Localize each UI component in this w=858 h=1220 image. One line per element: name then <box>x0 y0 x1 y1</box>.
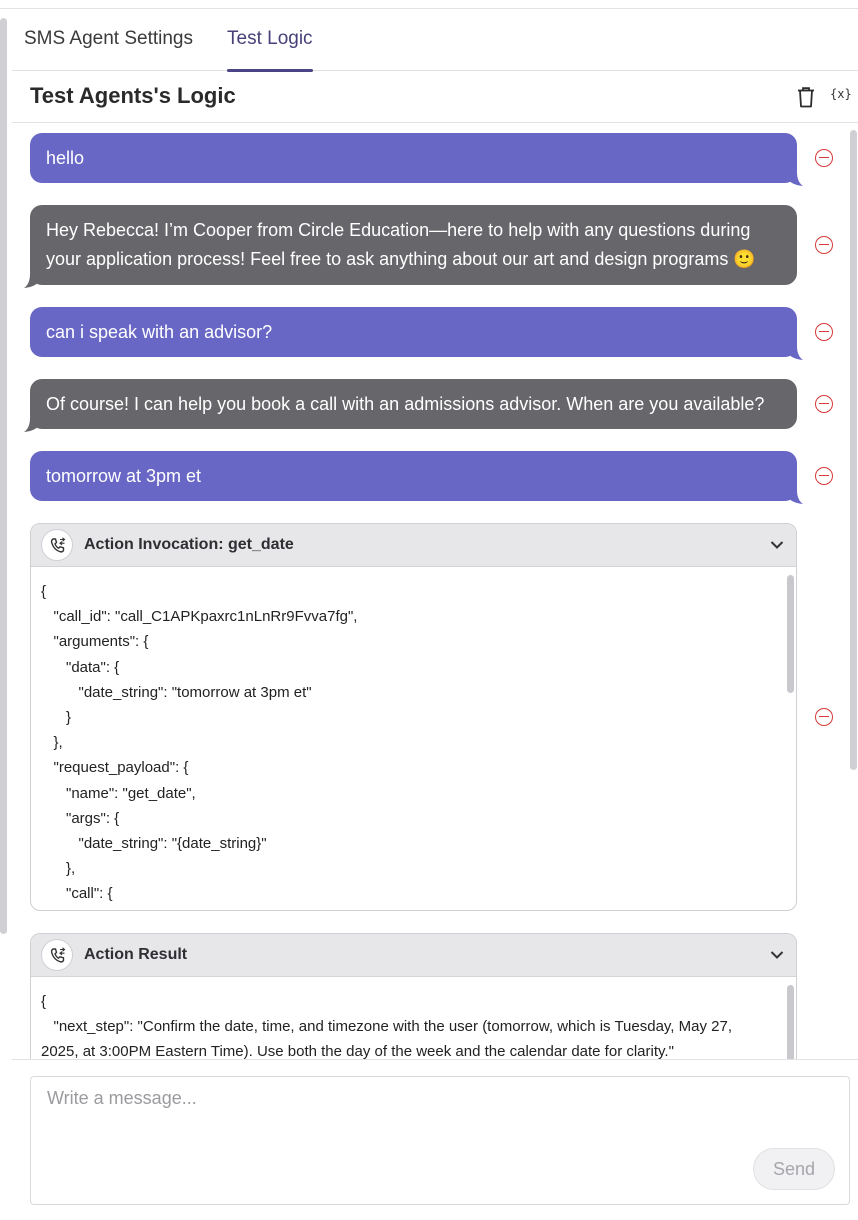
json-line: "request_payload": { <box>41 759 189 777</box>
message-composer <box>30 1076 850 1205</box>
json-line: { <box>41 583 47 600</box>
remove-message-icon[interactable] <box>815 467 833 485</box>
phone-action-icon <box>41 529 73 561</box>
trash-icon[interactable] <box>796 86 816 108</box>
remove-message-icon[interactable] <box>815 708 833 726</box>
json-line: { <box>41 993 47 1010</box>
action-result-card <box>30 933 797 1059</box>
chevron-down-icon[interactable] <box>770 538 784 552</box>
send-button[interactable]: Send <box>753 1148 835 1190</box>
json-line: "call": { <box>41 885 113 903</box>
message-text-line-2: your application process! Feel free to ask anything about our art and design programs 🙂 <box>46 249 756 269</box>
agent-message <box>30 379 797 429</box>
bubble-tail <box>24 274 40 288</box>
user-message <box>30 133 797 183</box>
json-line: "call_id": "call_C1APKpaxrc1nLnRr9Fvva7fg", <box>41 608 358 626</box>
chat-scrollbar[interactable] <box>850 130 857 770</box>
remove-message-icon[interactable] <box>815 395 833 413</box>
page-title: Test Agents's Logic <box>30 83 236 108</box>
json-line: "date_string": "tomorrow at 3pm et" <box>41 683 312 701</box>
bubble-tail <box>787 490 803 504</box>
bubble-tail <box>24 418 40 432</box>
panel-header <box>12 71 858 123</box>
json-line: "next_step": "Confirm the date, time, and timezone with the user (tomorrow, which is Tuesday, May 27, <box>41 1018 733 1036</box>
variables-icon[interactable]: {x} <box>830 87 852 101</box>
json-line: "date_string": "{date_string}" <box>41 834 267 852</box>
agent-message <box>30 205 797 285</box>
json-line: "args": { <box>41 809 120 827</box>
user-message <box>30 451 797 501</box>
bubble-tail <box>787 172 803 186</box>
tab-test-logic[interactable]: Test Logic <box>227 9 313 71</box>
tab-bar <box>12 9 858 71</box>
result-json <box>41 989 732 1059</box>
tab-sms-agent-settings[interactable]: SMS Agent Settings <box>24 28 193 49</box>
message-text: can i speak with an advisor? <box>46 322 273 342</box>
user-message <box>30 307 797 357</box>
json-line: }, <box>41 860 76 878</box>
json-line: "name": "get_date", <box>41 784 196 802</box>
composer-divider <box>12 1059 858 1060</box>
json-line: "data": { <box>41 658 120 676</box>
action-invocation-title: Action Invocation: get_date <box>84 536 294 553</box>
phone-action-icon <box>41 939 73 971</box>
invocation-json <box>41 579 357 906</box>
message-input[interactable] <box>45 1087 825 1110</box>
json-line: }, <box>41 734 63 752</box>
message-text: Of course! I can help you book a call with an admissions advisor. When are you available? <box>46 394 765 414</box>
json-line: } <box>41 708 72 726</box>
action-result-header[interactable] <box>31 934 796 977</box>
json-line: 2025, at 3:00PM Eastern Time). Use both the day of the week and the calendar date for clarity." <box>41 1043 674 1059</box>
action-invocation-body <box>31 567 796 910</box>
action-invocation-header[interactable] <box>31 524 796 567</box>
action-invocation-card <box>30 523 797 911</box>
invocation-scrollbar[interactable] <box>787 575 794 693</box>
action-result-body <box>31 977 796 1059</box>
message-text: hello <box>46 148 85 168</box>
remove-message-icon[interactable] <box>815 236 833 254</box>
bubble-tail <box>787 346 803 360</box>
chevron-down-icon[interactable] <box>770 948 784 962</box>
chat-transcript <box>12 124 858 1059</box>
sidebar-scrollbar[interactable] <box>0 18 7 934</box>
message-text-line-1: Hey Rebecca! I’m Cooper from Circle Education—here to help with any questions during <box>46 220 751 240</box>
remove-message-icon[interactable] <box>815 323 833 341</box>
json-line: "arguments": { <box>41 633 149 651</box>
result-scrollbar[interactable] <box>787 985 794 1059</box>
remove-message-icon[interactable] <box>815 149 833 167</box>
message-text: tomorrow at 3pm et <box>46 466 202 486</box>
action-result-title: Action Result <box>84 946 188 963</box>
